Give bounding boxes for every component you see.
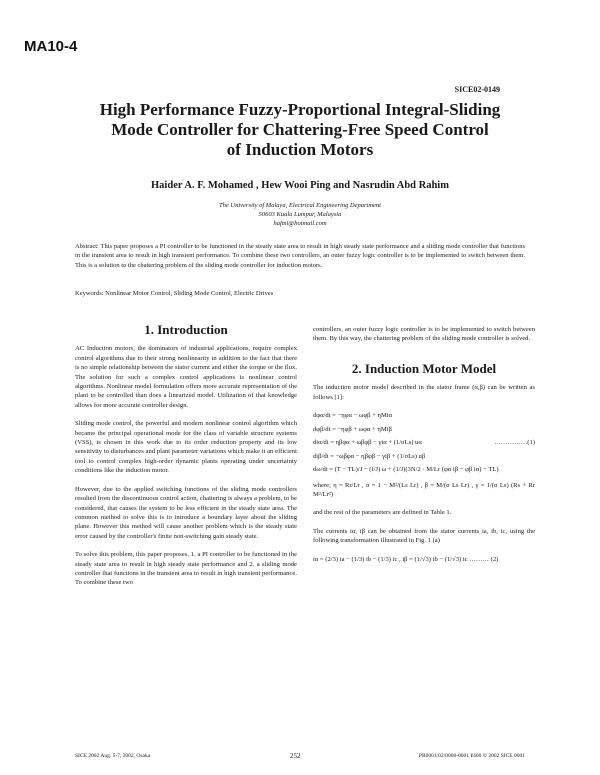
equation-text: diα/dt = ηβφα + ωβφβ − γiα + (1/σLs) uα [313, 439, 422, 447]
page-number: 252 [290, 752, 301, 760]
keywords: Keywords: Nonlinear Motor Control, Sliding Mode Control, Electric Drives [75, 290, 274, 297]
paper-title [60, 100, 540, 160]
section-heading-motor-model: 2. Induction Motor Model [351, 360, 497, 376]
paragraph: The currents iα, iβ can be obtained from the stator currents ia, ib, ic, using the following transformation illustrated in Fig. 1 (a) [313, 527, 535, 545]
equation: dφα/dt = −ηφα − ωφβ + ηMiα [313, 412, 393, 420]
equation: dφβ/dt = −ηφβ + ωφα + ηMiβ [313, 425, 392, 433]
paragraph: However, due to the applied switching functions of the sliding mode controllers resulted from the discontinuous control action, chattering is always a problem, to be considered, that causes the system to be less efficient in the steady state area. The common method to solve this is to introduce a boundary layer about the sliding plane. However this method will cause another problem which is the steady state error caused by the controller's finite non-switching gain steady state. [75, 485, 297, 540]
affiliation-line: 50603 Kuala Lumpur, Malaysia [258, 211, 342, 218]
paragraph: The induction motor model described in the stator frame (α,β) can be written as follows [1]: [313, 384, 535, 401]
left-column [75, 322, 297, 597]
title-line: High Performance Fuzzy-Proportional Integral-Sliding [99, 100, 501, 119]
title-line: Mode Controller for Chattering-Free Speed Control [111, 120, 489, 139]
footer-copyright: PR0001/02/0000-0001 ¥400 © 2002 SICE 0001 [418, 753, 525, 759]
equation-definitions: where; η = Rr/Lr , σ = 1 − M²/(Ls Lr) , β = M/(σ Ls Lr) , γ = 1/(σ Ls) (Rs + Rr M²/Lr²) [313, 481, 535, 498]
title-line: of Induction Motors [226, 140, 374, 159]
paragraph: Sliding mode control, the powerful and modern nonlinear control algorithm which became the principal operational mode for the class of variable structure systems (VSS), is chosen in this work due to its order reduction property and its low sensitivity to disturbances and plant parameter variations which make it an efficient tool to control complex high-order dynamic plants operating under uncertainty conditions like the induction motor. [75, 420, 297, 475]
section-heading-introduction: 1. Introduction [144, 322, 228, 337]
affiliation-email: hafmi@hotmail.com [273, 220, 327, 227]
paragraph: and the rest of the parameters are defined in Table 1. [313, 509, 452, 517]
equation: diβ/dt = −ωβφα − ηβφβ − γiβ + (1/σLs) uβ [313, 452, 426, 460]
paragraph: To solve this problem, this paper proposes, 1. a PI controller to be functioned in the steady state area to result in high steady state performance and 2. a sliding mode controller that functions in the transient area to result in high transient performance. To combine these two [75, 551, 297, 587]
equation: dω/dt = (T − TL)/J − (f/J) ω + (1/J)(3N/2 · M/Lr (φα iβ − φβ iα) − TL) [313, 466, 499, 474]
paper-id: SICE02-0149 [454, 85, 500, 94]
affiliation-line: The University of Malaya, Electrical Engineering Department [219, 202, 381, 209]
transformation-equation: iα = (2/3) ia − (1/3) ib − (1/3) ic , iβ = (1/√3) ib − (1/√3) ic ……… (2) [313, 555, 499, 563]
footer-conference: SICE 2002 Aug. 5-7, 2002, Osaka [75, 753, 151, 759]
right-column [313, 325, 535, 573]
affiliation [150, 201, 450, 228]
paragraph: controllers, an outer fuzzy logic controller is to be implemented to switch between them. By this way, the chattering problem of the sliding mode controller is solved. [313, 326, 535, 343]
session-code: MA10-4 [24, 38, 78, 55]
equation-number: ……………(1) [494, 439, 535, 447]
author-list: Haider A. F. Mohamed , Hew Wooi Ping and Nasrudin Abd Rahim [151, 180, 449, 191]
equation [313, 438, 535, 448]
equation-system [313, 411, 535, 475]
abstract: Abstract: This paper proposes a PI controller to be functioned in the steady state area to result in high steady state performance and a sliding mode controller that functions in the transient area to result in high transient performance. To combine these two controllers, an outer fuzzy logic controller is to be implemented to switch between them. This is a solution to the chattering problem of the sliding mode controller for induction motors. [75, 243, 525, 269]
paragraph: AC Induction motors, the dominators of industrial applications, require complex control algorithms due to their strong nonlinearity in addition to the fact that there is no simple relationship between the stator current and either the torque or the flux. The solution for such a complex control applications is nonlinear control algorithms. Nonlinear model formulation offers more accurate representation of the plant to be controlled than does a linearized model. Utilization of that knowledge allows for more accurate controller design. [75, 345, 297, 409]
